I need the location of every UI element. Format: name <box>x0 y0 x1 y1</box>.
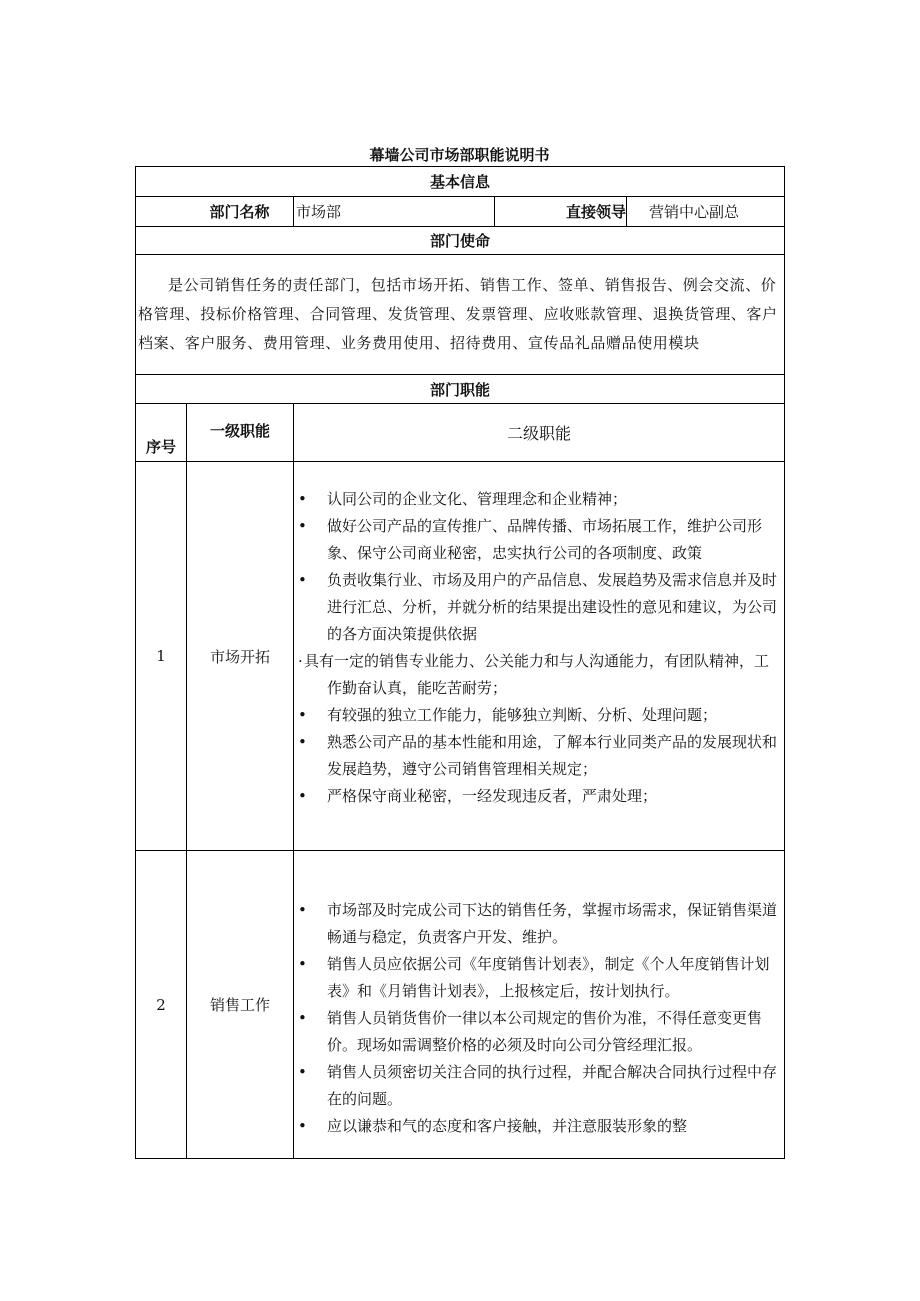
bullet-icon: · <box>298 652 303 670</box>
row-1-duty-list <box>294 486 784 810</box>
duty-item <box>298 513 782 567</box>
duty-text: 有较强的独立工作能力，能够独立判断、分析、处理问题； <box>327 706 718 724</box>
duty-text: 负责收集行业、市场及用户的产品信息、发展趋势及需求信息并及时进行汇总、分析，并就分析的结果提出建设性的意见和建议，为公司的各方面决策提供依据 <box>327 571 778 643</box>
functions-header: 部门职能 <box>136 375 785 404</box>
bullet-icon: • <box>298 787 307 805</box>
col-header-no: 序号 <box>136 404 187 462</box>
col-header-level2: 二级职能 <box>294 404 785 462</box>
row-1-no: 1 <box>136 462 187 851</box>
duty-item <box>298 1005 782 1059</box>
duty-text: 销售人员应依据公司《年度销售计划表》，制定《个人年度销售计划表》和《月销售计划表》，上报核定后，按计划执行。 <box>327 955 770 1000</box>
bullet-icon: • <box>298 955 307 973</box>
duty-text: 熟悉公司产品的基本性能和用途，了解本行业同类产品的发展现状和发展趋势，遵守公司销售管理相关规定； <box>327 733 778 778</box>
bullet-icon: • <box>298 1009 307 1027</box>
bullet-icon: • <box>298 1117 307 1135</box>
duty-item <box>298 897 782 951</box>
basic-info-header: 基本信息 <box>136 167 785 197</box>
row-1-level1: 市场开拓 <box>187 462 294 851</box>
bullet-icon: • <box>298 706 307 724</box>
bullet-icon: • <box>298 901 307 919</box>
bullet-icon: • <box>298 733 307 751</box>
bullet-icon: • <box>298 1063 307 1081</box>
document-title: 幕墙公司市场部职能说明书 <box>369 146 550 164</box>
duty-item <box>298 1113 782 1140</box>
bullet-icon: • <box>298 571 307 589</box>
duty-text: 销售人员销货售价一律以本公司规定的售价为准，不得任意变更售价。现场如需调整价格的必须及时向公司分管经理汇报。 <box>327 1009 763 1054</box>
duty-text: 市场部及时完成公司下达的销售任务，掌握市场需求，保证销售渠道畅通与稳定，负责客户开发、维护。 <box>327 901 778 946</box>
duty-item <box>298 729 782 783</box>
direct-leader-label: 直接领导 <box>495 197 627 227</box>
bullet-icon: • <box>298 490 307 508</box>
mission-header: 部门使命 <box>136 227 785 255</box>
duty-text: 认同公司的企业文化、管理理念和企业精神； <box>327 490 628 508</box>
bullet-icon: • <box>298 517 307 535</box>
col-header-level1: 一级职能 <box>187 404 294 462</box>
duty-text: 销售人员须密切关注合同的执行过程，并配合解决合同执行过程中存在的问题。 <box>327 1063 778 1108</box>
duty-item <box>298 1059 782 1113</box>
duty-item <box>298 567 782 648</box>
duty-text: 严格保守商业秘密，一经发现违反者，严肃处理； <box>327 787 658 805</box>
duty-item <box>298 783 782 810</box>
dept-name-value: 市场部 <box>294 197 495 227</box>
duty-item <box>298 951 782 1005</box>
duty-item <box>298 486 782 513</box>
row-2-no: 2 <box>136 851 187 1159</box>
function-table <box>135 166 785 1159</box>
duty-text: 具有一定的销售专业能力、公关能力和与人沟通能力，有团队精神，工作勤奋认真，能吃苦耐劳； <box>304 652 770 697</box>
duty-text: 应以谦恭和气的态度和客户接触，并注意服装形象的整 <box>327 1117 688 1135</box>
row-2-level1: 销售工作 <box>187 851 294 1159</box>
row-2-duty-list <box>294 897 784 1140</box>
dept-name-label: 部门名称 <box>136 197 294 227</box>
duty-item <box>298 648 782 702</box>
duty-item <box>298 702 782 729</box>
direct-leader-value: 营销中心副总 <box>627 197 785 227</box>
duty-text: 做好公司产品的宣传推广、品牌传播、市场拓展工作，维护公司形象、保守公司商业秘密，忠实执行公司的各项制度、政策 <box>327 517 763 562</box>
mission-text: 是公司销售任务的责任部门，包括市场开拓、销售工作、签单、销售报告、例会交流、价格管理、投标价格管理、合同管理、发货管理、发票管理、应收账款管理、退换货管理、客户档案、客户服务、费用管理、业务费用使用、招待费用、宣传品礼品赠品使用模块 <box>136 255 785 375</box>
